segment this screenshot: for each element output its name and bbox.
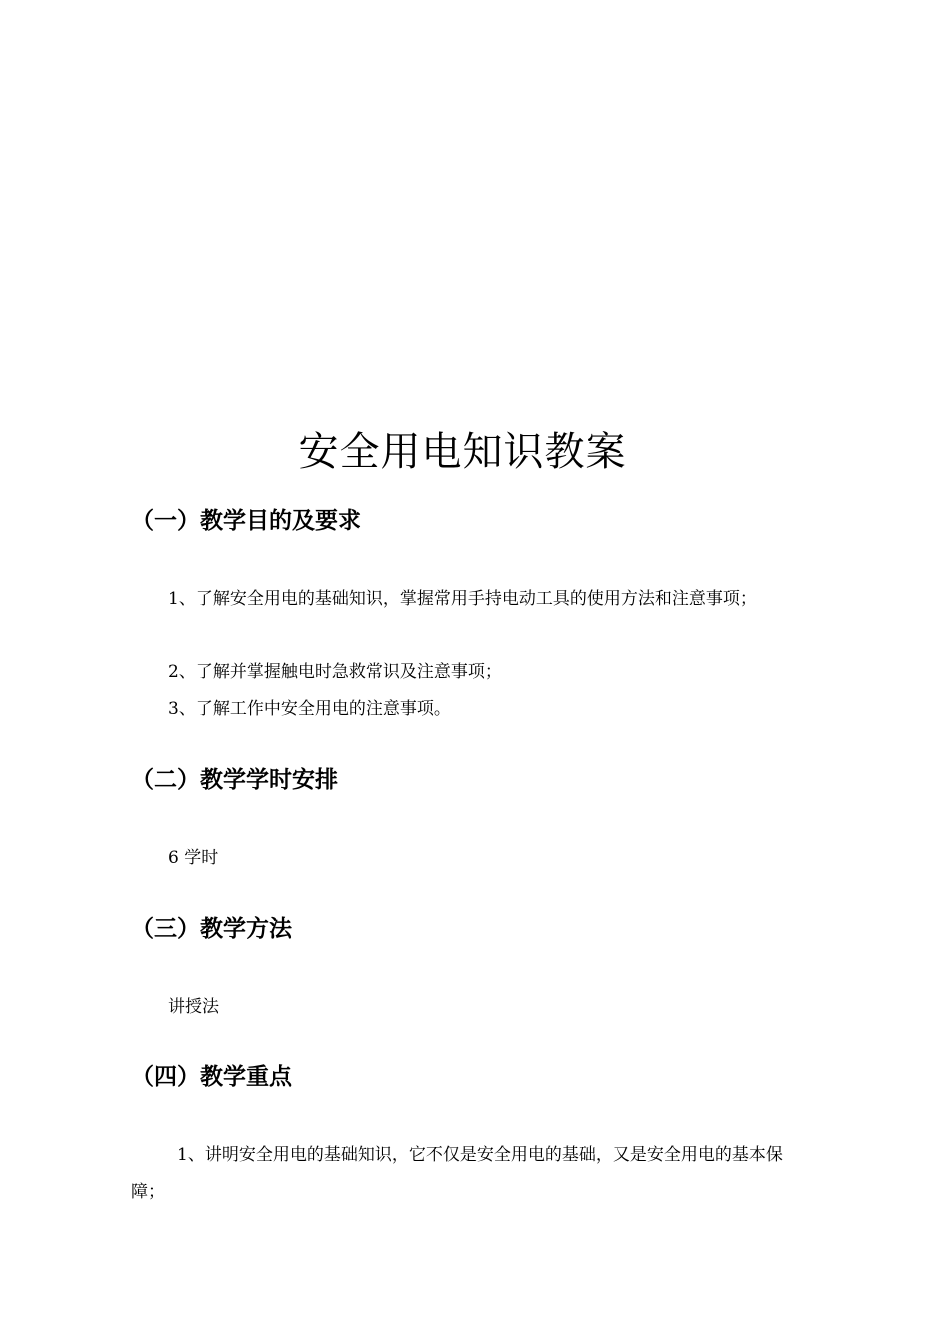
objective-item-3-text: 3、了解工作中安全用电的注意事项。 [168,699,451,719]
key-point-item-1 [131,1137,811,1211]
document-title: 安全用电知识教案 [298,429,627,475]
objective-item-1-text: 1、了解安全用电的基础知识，掌握常用手持电动工具的使用方法和注意事项； [168,589,757,609]
objective-item-2 [131,654,811,691]
objective-item-2-text: 2、了解并掌握触电时急救常识及注意事项； [168,662,502,682]
section-heading-objectives: （一）教学目的及要求 [131,508,361,534]
method-item-text: 讲授法 [168,997,219,1017]
schedule-item-text: 6 学时 [168,848,219,868]
section-heading-schedule: （二）教学学时安排 [131,767,338,793]
section-heading-key-points: （四）教学重点 [131,1064,292,1090]
key-point-item-1-text: 1、讲明安全用电的基础知识，它不仅是安全用电的基础，又是安全用电的基本保障； [131,1145,783,1202]
objective-item-1 [131,581,811,618]
section-heading-method: （三）教学方法 [131,916,292,942]
method-item [131,989,811,1026]
schedule-item [131,840,811,877]
objective-item-3 [131,691,811,728]
